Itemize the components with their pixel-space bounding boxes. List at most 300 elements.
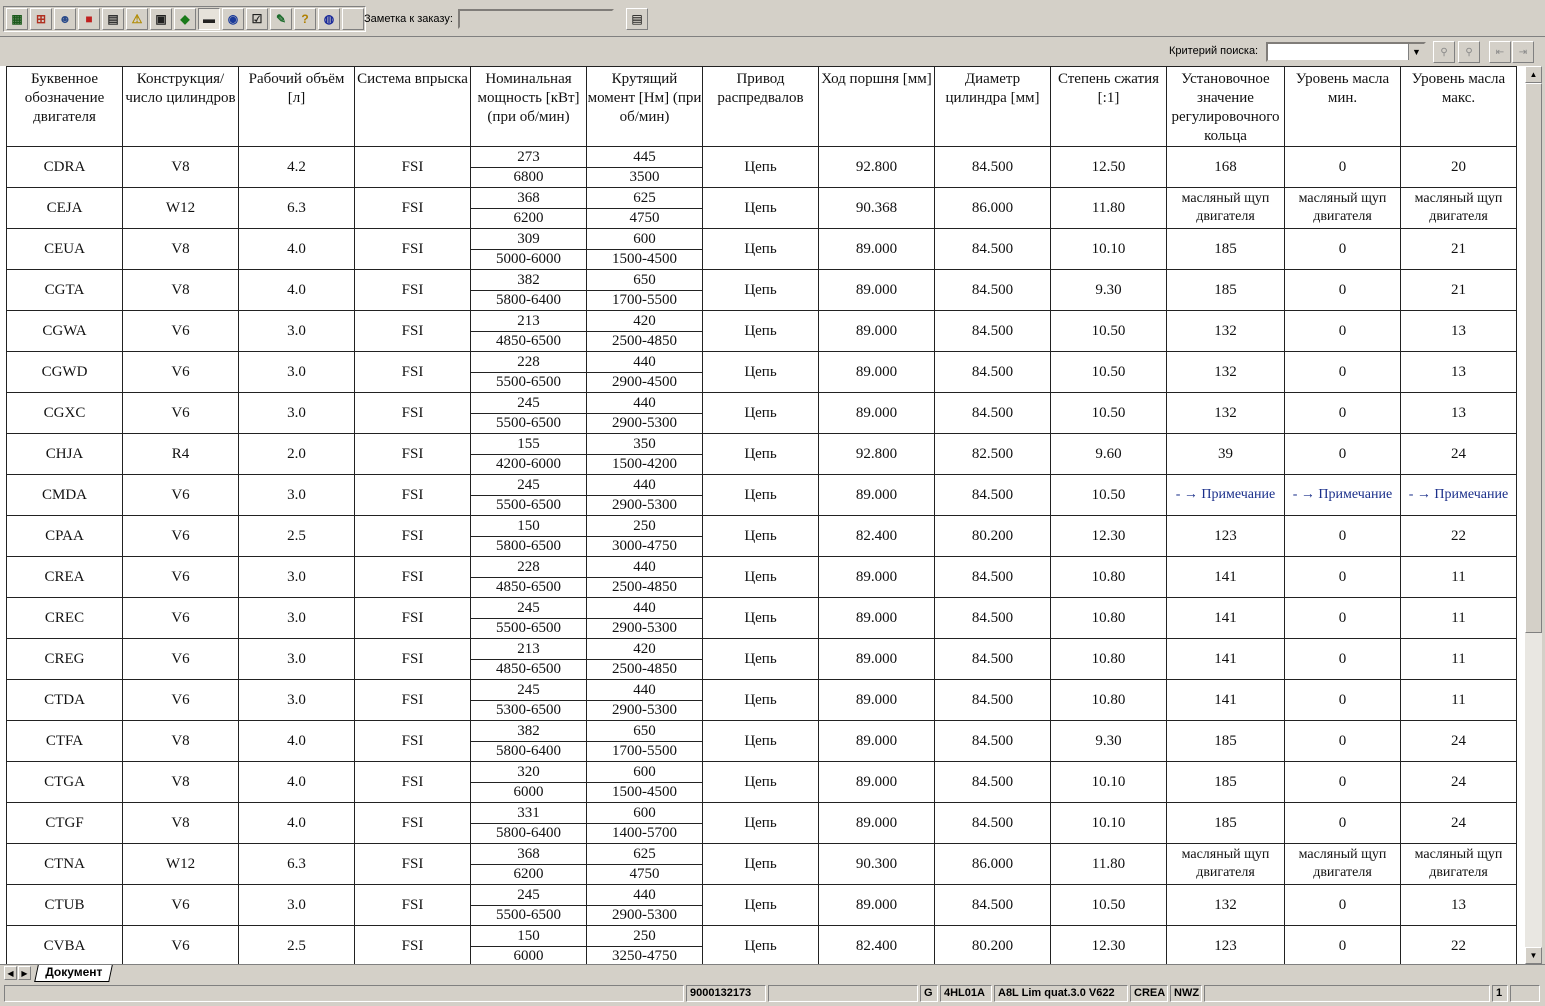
cell-oil-min: 0 bbox=[1285, 393, 1401, 434]
scroll-up-icon[interactable]: ▲ bbox=[1525, 66, 1542, 83]
order-note-label: Заметка к заказу: bbox=[364, 13, 453, 25]
column-header: Уровень масла мин. bbox=[1285, 67, 1401, 147]
cell-power bbox=[471, 926, 587, 965]
cell-power-value: 382 bbox=[471, 271, 586, 291]
order-note-input[interactable] bbox=[458, 9, 614, 29]
main-toolbar bbox=[0, 0, 1545, 37]
status-g: G bbox=[920, 985, 938, 1002]
cell-injection: FSI bbox=[355, 352, 471, 393]
cell-oil-min: 0 bbox=[1285, 926, 1401, 965]
cell-oil-min: масляный щуп двигателя bbox=[1285, 844, 1401, 885]
cell-torque-value: 440 bbox=[587, 558, 702, 578]
cell-engine-code: CDRA bbox=[7, 147, 123, 188]
cell-power-rpm: 5500-6500 bbox=[496, 496, 561, 513]
cell-stroke: 89.000 bbox=[819, 311, 935, 352]
cell-torque-value: 445 bbox=[587, 148, 702, 168]
cell-stroke: 89.000 bbox=[819, 270, 935, 311]
cell-power-rpm: 6200 bbox=[513, 209, 544, 226]
column-header: Номинальная мощность [кВт] (при об/мин) bbox=[471, 67, 587, 147]
cell-displacement: 3.0 bbox=[239, 352, 355, 393]
cell-camshaft-drive: Цепь bbox=[703, 598, 819, 639]
cell-power-value: 150 bbox=[471, 927, 586, 947]
cell-power-value: 245 bbox=[471, 886, 586, 906]
cell-torque-rpm: 1500-4500 bbox=[612, 783, 677, 800]
cell-cylinders: V6 bbox=[123, 311, 239, 352]
cell-displacement: 3.0 bbox=[239, 475, 355, 516]
cell-displacement: 4.0 bbox=[239, 721, 355, 762]
table-row bbox=[7, 270, 1517, 311]
cell-oil-max: 24 bbox=[1401, 434, 1517, 475]
cell-bore: 84.500 bbox=[935, 598, 1051, 639]
cell-displacement: 4.0 bbox=[239, 803, 355, 844]
cell-compression: 12.30 bbox=[1051, 516, 1167, 557]
cell-bore: 84.500 bbox=[935, 762, 1051, 803]
globe-icon: ◍ bbox=[323, 12, 335, 26]
cell-torque-rpm: 4750 bbox=[629, 865, 660, 882]
cell-displacement: 2.5 bbox=[239, 926, 355, 965]
cell-engine-code: CTUB bbox=[7, 885, 123, 926]
cell-torque bbox=[587, 229, 703, 270]
cell-oil-min: 0 bbox=[1285, 803, 1401, 844]
cell-compression: 10.50 bbox=[1051, 393, 1167, 434]
cell-displacement: 3.0 bbox=[239, 639, 355, 680]
cell-oil-min: 0 bbox=[1285, 762, 1401, 803]
toolbar-button-help-note[interactable] bbox=[294, 8, 316, 30]
cell-displacement: 3.0 bbox=[239, 885, 355, 926]
binoculars-next-icon: ⚲ bbox=[1465, 46, 1473, 58]
cell-power-rpm: 4850-6500 bbox=[496, 660, 561, 677]
cell-power bbox=[471, 311, 587, 352]
cell-injection: FSI bbox=[355, 475, 471, 516]
cell-camshaft-drive: Цепь bbox=[703, 557, 819, 598]
cell-power bbox=[471, 885, 587, 926]
cell-torque-rpm: 1500-4200 bbox=[612, 455, 677, 472]
cell-engine-code: CGTA bbox=[7, 270, 123, 311]
cell-power bbox=[471, 721, 587, 762]
cell-torque-rpm: 2900-5300 bbox=[612, 414, 677, 431]
cell-torque-value: 440 bbox=[587, 353, 702, 373]
table-row bbox=[7, 844, 1517, 885]
cell-camshaft-drive: Цепь bbox=[703, 762, 819, 803]
cell-engine-code: CREG bbox=[7, 639, 123, 680]
cell-oil-max: масляный щуп двигателя bbox=[1401, 188, 1517, 229]
table-row bbox=[7, 803, 1517, 844]
table-row bbox=[7, 434, 1517, 475]
cell-power-rpm: 6000 bbox=[513, 947, 544, 964]
scroll-down-icon[interactable]: ▼ bbox=[1525, 947, 1542, 964]
cell-oil-min: - → Примечание bbox=[1285, 475, 1401, 516]
cell-oil-min: 0 bbox=[1285, 680, 1401, 721]
cell-stroke: 92.800 bbox=[819, 434, 935, 475]
cell-power-rpm: 6200 bbox=[513, 865, 544, 882]
arrow-right-icon: ⇥ bbox=[1518, 46, 1528, 58]
toolbar-button-checklist[interactable] bbox=[246, 8, 268, 30]
cell-power-rpm: 4850-6500 bbox=[496, 332, 561, 349]
status-order-number: 9000132173 bbox=[686, 985, 766, 1002]
cell-oil-min: 0 bbox=[1285, 270, 1401, 311]
cell-cylinders: V8 bbox=[123, 721, 239, 762]
status-page: 1 bbox=[1492, 985, 1508, 1002]
cell-torque bbox=[587, 885, 703, 926]
cell-cylinders: V6 bbox=[123, 680, 239, 721]
cell-bore: 86.000 bbox=[935, 844, 1051, 885]
cell-power bbox=[471, 475, 587, 516]
cell-injection: FSI bbox=[355, 188, 471, 229]
cell-adjust-ring: 123 bbox=[1167, 926, 1285, 965]
cell-power-value: 368 bbox=[471, 845, 586, 865]
cell-power-rpm: 5500-6500 bbox=[496, 373, 561, 390]
table-row bbox=[7, 885, 1517, 926]
cell-power-rpm: 5800-6400 bbox=[496, 824, 561, 841]
cell-displacement: 6.3 bbox=[239, 188, 355, 229]
cell-engine-code: CREC bbox=[7, 598, 123, 639]
cell-power-rpm: 5300-6500 bbox=[496, 701, 561, 718]
cell-oil-min: 0 bbox=[1285, 352, 1401, 393]
cell-torque bbox=[587, 475, 703, 516]
cell-power-value: 331 bbox=[471, 804, 586, 824]
cell-injection: FSI bbox=[355, 844, 471, 885]
cell-cylinders: V8 bbox=[123, 762, 239, 803]
table-row bbox=[7, 147, 1517, 188]
cell-stroke: 89.000 bbox=[819, 885, 935, 926]
cell-displacement: 3.0 bbox=[239, 680, 355, 721]
status-model-desc: A8L Lim quat.3.0 V622 bbox=[994, 985, 1128, 1002]
cell-injection: FSI bbox=[355, 721, 471, 762]
cell-engine-code: CGWD bbox=[7, 352, 123, 393]
cell-compression: 10.80 bbox=[1051, 680, 1167, 721]
toolbar-button-floppy-disk[interactable] bbox=[150, 8, 172, 30]
engine-data-table bbox=[6, 66, 1517, 964]
tab-document[interactable]: Документ bbox=[34, 965, 113, 982]
sheet-tab-bar bbox=[0, 964, 1545, 982]
cell-injection: FSI bbox=[355, 147, 471, 188]
cell-power bbox=[471, 557, 587, 598]
cell-cylinders: V6 bbox=[123, 352, 239, 393]
cell-compression: 11.80 bbox=[1051, 844, 1167, 885]
cell-oil-max: 21 bbox=[1401, 270, 1517, 311]
cell-power bbox=[471, 434, 587, 475]
cell-oil-min: 0 bbox=[1285, 598, 1401, 639]
column-header: Конструкция/ число цилиндров bbox=[123, 67, 239, 147]
cell-power-value: 213 bbox=[471, 312, 586, 332]
cell-camshaft-drive: Цепь bbox=[703, 188, 819, 229]
cell-power bbox=[471, 393, 587, 434]
help-note-icon: ? bbox=[301, 12, 309, 26]
cell-engine-code: CMDA bbox=[7, 475, 123, 516]
cell-adjust-ring: 132 bbox=[1167, 352, 1285, 393]
cell-oil-min: 0 bbox=[1285, 434, 1401, 475]
cell-power bbox=[471, 147, 587, 188]
toolbar-button-people[interactable] bbox=[54, 8, 76, 30]
cell-bore: 84.500 bbox=[935, 352, 1051, 393]
cell-oil-max: 20 bbox=[1401, 147, 1517, 188]
cell-stroke: 90.368 bbox=[819, 188, 935, 229]
cell-stroke: 92.800 bbox=[819, 147, 935, 188]
toolbar-button-empty[interactable] bbox=[342, 8, 364, 30]
cell-power bbox=[471, 352, 587, 393]
cell-torque bbox=[587, 393, 703, 434]
cell-oil-max: - → Примечание bbox=[1401, 475, 1517, 516]
cell-adjust-ring: 132 bbox=[1167, 311, 1285, 352]
document-view bbox=[0, 66, 1525, 964]
toolbar-button-grid[interactable] bbox=[30, 8, 52, 30]
cell-adjust-ring: масляный щуп двигателя bbox=[1167, 844, 1285, 885]
cell-stroke: 89.000 bbox=[819, 352, 935, 393]
cell-torque-value: 625 bbox=[587, 189, 702, 209]
cell-displacement: 4.0 bbox=[239, 270, 355, 311]
cell-torque-value: 600 bbox=[587, 763, 702, 783]
table-row bbox=[7, 598, 1517, 639]
cell-injection: FSI bbox=[355, 598, 471, 639]
cell-cylinders: V6 bbox=[123, 393, 239, 434]
scroll-thumb[interactable] bbox=[1525, 83, 1542, 633]
cell-torque bbox=[587, 926, 703, 965]
vertical-scrollbar[interactable] bbox=[1525, 66, 1542, 964]
toolbar-button-calculator[interactable] bbox=[6, 8, 28, 30]
cell-engine-code: CREA bbox=[7, 557, 123, 598]
tab-next-icon[interactable]: ▶ bbox=[18, 966, 31, 980]
cell-torque bbox=[587, 680, 703, 721]
cell-torque-rpm: 2900-5300 bbox=[612, 906, 677, 923]
cell-adjust-ring: 141 bbox=[1167, 639, 1285, 680]
cell-compression: 10.10 bbox=[1051, 803, 1167, 844]
cell-power-value: 320 bbox=[471, 763, 586, 783]
cell-power bbox=[471, 803, 587, 844]
cell-compression: 12.50 bbox=[1051, 147, 1167, 188]
cell-power-value: 245 bbox=[471, 599, 586, 619]
cell-compression: 10.80 bbox=[1051, 598, 1167, 639]
cell-torque bbox=[587, 598, 703, 639]
cell-injection: FSI bbox=[355, 885, 471, 926]
cell-cylinders: V8 bbox=[123, 229, 239, 270]
cell-torque-rpm: 2500-4850 bbox=[612, 660, 677, 677]
cell-injection: FSI bbox=[355, 926, 471, 965]
cell-bore: 84.500 bbox=[935, 475, 1051, 516]
search-criteria-label: Критерий поиска: bbox=[1169, 45, 1259, 57]
edit-icon: ✎ bbox=[275, 12, 287, 26]
cell-displacement: 4.0 bbox=[239, 229, 355, 270]
cell-stroke: 89.000 bbox=[819, 393, 935, 434]
grid-icon: ⊞ bbox=[35, 12, 47, 26]
cell-bore: 84.500 bbox=[935, 639, 1051, 680]
cell-power-rpm: 6000 bbox=[513, 783, 544, 800]
column-header: Установочное значение регулировочного кольца bbox=[1167, 67, 1285, 147]
status-region: NWZ bbox=[1170, 985, 1202, 1002]
cell-compression: 10.80 bbox=[1051, 639, 1167, 680]
status-empty bbox=[4, 985, 684, 1002]
cell-adjust-ring: 168 bbox=[1167, 147, 1285, 188]
toolbar-button-group bbox=[3, 6, 366, 32]
cell-oil-min: 0 bbox=[1285, 721, 1401, 762]
toolbar-button-green-book[interactable] bbox=[174, 8, 196, 30]
red-book-icon: ■ bbox=[85, 12, 93, 26]
search-criteria-select[interactable] bbox=[1266, 42, 1426, 62]
cell-engine-code: CGWA bbox=[7, 311, 123, 352]
cell-torque-rpm: 2900-4500 bbox=[612, 373, 677, 390]
cell-cylinders: V6 bbox=[123, 475, 239, 516]
status-bar bbox=[0, 983, 1545, 1006]
cell-power-value: 245 bbox=[471, 681, 586, 701]
cell-oil-max: 22 bbox=[1401, 926, 1517, 965]
cell-power-value: 273 bbox=[471, 148, 586, 168]
status-model-code: 4HL01A bbox=[940, 985, 992, 1002]
toolbar-button-document[interactable] bbox=[102, 8, 124, 30]
cell-compression: 10.10 bbox=[1051, 762, 1167, 803]
cell-displacement: 4.0 bbox=[239, 762, 355, 803]
cell-engine-code: CTFA bbox=[7, 721, 123, 762]
tab-prev-icon[interactable]: ◀ bbox=[4, 966, 17, 980]
cell-bore: 84.500 bbox=[935, 393, 1051, 434]
cell-stroke: 89.000 bbox=[819, 803, 935, 844]
status-blank bbox=[768, 985, 918, 1002]
floppy-disk-icon: ▣ bbox=[155, 12, 167, 26]
column-header: Буквенное обозначение двигателя bbox=[7, 67, 123, 147]
arrow-left-icon: ⇤ bbox=[1495, 46, 1505, 58]
cell-displacement: 3.0 bbox=[239, 557, 355, 598]
cell-stroke: 89.000 bbox=[819, 721, 935, 762]
cell-power bbox=[471, 188, 587, 229]
cell-stroke: 89.000 bbox=[819, 557, 935, 598]
cell-power-value: 245 bbox=[471, 476, 586, 496]
calculator-icon: ▦ bbox=[11, 12, 23, 26]
cell-oil-max: 13 bbox=[1401, 311, 1517, 352]
cell-compression: 10.80 bbox=[1051, 557, 1167, 598]
cell-stroke: 82.400 bbox=[819, 516, 935, 557]
cell-engine-code: CGXC bbox=[7, 393, 123, 434]
cell-power-rpm: 4850-6500 bbox=[496, 578, 561, 595]
car-icon: ▬ bbox=[203, 12, 215, 26]
cell-power-rpm: 4200-6000 bbox=[496, 455, 561, 472]
cell-compression: 10.10 bbox=[1051, 229, 1167, 270]
cell-injection: FSI bbox=[355, 762, 471, 803]
next-result-button[interactable] bbox=[1512, 41, 1534, 63]
cell-power-value: 382 bbox=[471, 722, 586, 742]
cell-torque-value: 600 bbox=[587, 804, 702, 824]
cell-bore: 80.200 bbox=[935, 926, 1051, 965]
cell-camshaft-drive: Цепь bbox=[703, 147, 819, 188]
column-header: Ход поршня [мм] bbox=[819, 67, 935, 147]
cell-torque bbox=[587, 516, 703, 557]
cell-power bbox=[471, 229, 587, 270]
dropdown-arrow-icon[interactable]: ▼ bbox=[1408, 44, 1424, 60]
cell-camshaft-drive: Цепь bbox=[703, 434, 819, 475]
cell-oil-max: 22 bbox=[1401, 516, 1517, 557]
toolbar-button-globe[interactable] bbox=[318, 8, 340, 30]
cell-oil-max: 11 bbox=[1401, 557, 1517, 598]
cell-camshaft-drive: Цепь bbox=[703, 844, 819, 885]
note-edit-icon: ▤ bbox=[631, 12, 643, 26]
cell-power bbox=[471, 680, 587, 721]
cell-bore: 84.500 bbox=[935, 557, 1051, 598]
cell-torque-rpm: 1700-5500 bbox=[612, 291, 677, 308]
cell-bore: 84.500 bbox=[935, 270, 1051, 311]
cell-power-value: 228 bbox=[471, 558, 586, 578]
cell-power-value: 213 bbox=[471, 640, 586, 660]
cell-injection: FSI bbox=[355, 229, 471, 270]
cell-camshaft-drive: Цепь bbox=[703, 229, 819, 270]
cell-compression: 10.50 bbox=[1051, 885, 1167, 926]
cell-injection: FSI bbox=[355, 311, 471, 352]
cell-torque bbox=[587, 639, 703, 680]
table-row bbox=[7, 393, 1517, 434]
cell-power-rpm: 6800 bbox=[513, 168, 544, 185]
cell-camshaft-drive: Цепь bbox=[703, 803, 819, 844]
cell-adjust-ring: 141 bbox=[1167, 680, 1285, 721]
search-button[interactable] bbox=[1433, 41, 1455, 63]
search-next-button[interactable] bbox=[1458, 41, 1480, 63]
cell-torque-rpm: 2500-4850 bbox=[612, 578, 677, 595]
cell-oil-max: 21 bbox=[1401, 229, 1517, 270]
cell-oil-max: 11 bbox=[1401, 639, 1517, 680]
cell-adjust-ring: 123 bbox=[1167, 516, 1285, 557]
cell-torque-value: 440 bbox=[587, 886, 702, 906]
cell-torque-rpm: 2900-5300 bbox=[612, 701, 677, 718]
status-engine: CREA bbox=[1130, 985, 1168, 1002]
toolbar-button-warning[interactable] bbox=[126, 8, 148, 30]
cell-stroke: 89.000 bbox=[819, 598, 935, 639]
order-note-button[interactable] bbox=[626, 8, 648, 30]
cell-torque bbox=[587, 188, 703, 229]
cell-power-value: 368 bbox=[471, 189, 586, 209]
column-header: Система впрыска bbox=[355, 67, 471, 147]
cell-engine-code: CHJA bbox=[7, 434, 123, 475]
cell-engine-code: CVBA bbox=[7, 926, 123, 965]
cell-oil-min: 0 bbox=[1285, 311, 1401, 352]
cell-oil-max: 11 bbox=[1401, 680, 1517, 721]
cell-torque bbox=[587, 311, 703, 352]
cell-oil-max: 24 bbox=[1401, 721, 1517, 762]
cell-torque bbox=[587, 762, 703, 803]
cell-power-rpm: 5800-6400 bbox=[496, 291, 561, 308]
column-header: Привод распредвалов bbox=[703, 67, 819, 147]
cell-injection: FSI bbox=[355, 434, 471, 475]
cell-stroke: 89.000 bbox=[819, 639, 935, 680]
cell-torque bbox=[587, 844, 703, 885]
cell-torque-value: 350 bbox=[587, 435, 702, 455]
prev-result-button[interactable] bbox=[1489, 41, 1511, 63]
cell-engine-code: CEUA bbox=[7, 229, 123, 270]
cell-injection: FSI bbox=[355, 393, 471, 434]
cell-camshaft-drive: Цепь bbox=[703, 311, 819, 352]
cell-displacement: 3.0 bbox=[239, 393, 355, 434]
cell-power-value: 245 bbox=[471, 394, 586, 414]
cell-torque-rpm: 4750 bbox=[629, 209, 660, 226]
toolbar-button-car-search[interactable] bbox=[222, 8, 244, 30]
warning-icon: ⚠ bbox=[131, 12, 143, 26]
cell-adjust-ring: 39 bbox=[1167, 434, 1285, 475]
table-row bbox=[7, 762, 1517, 803]
cell-displacement: 3.0 bbox=[239, 311, 355, 352]
cell-camshaft-drive: Цепь bbox=[703, 516, 819, 557]
cell-power-value: 155 bbox=[471, 435, 586, 455]
table-row bbox=[7, 639, 1517, 680]
toolbar-button-car[interactable] bbox=[198, 8, 220, 30]
cell-injection: FSI bbox=[355, 680, 471, 721]
cell-cylinders: V6 bbox=[123, 885, 239, 926]
cell-displacement: 4.2 bbox=[239, 147, 355, 188]
column-header: Степень сжатия [:1] bbox=[1051, 67, 1167, 147]
column-header: Рабочий объём [л] bbox=[239, 67, 355, 147]
toolbar-button-edit[interactable] bbox=[270, 8, 292, 30]
cell-stroke: 89.000 bbox=[819, 475, 935, 516]
cell-bore: 84.500 bbox=[935, 147, 1051, 188]
cell-displacement: 2.0 bbox=[239, 434, 355, 475]
cell-bore: 84.500 bbox=[935, 803, 1051, 844]
cell-power-value: 228 bbox=[471, 353, 586, 373]
cell-camshaft-drive: Цепь bbox=[703, 393, 819, 434]
cell-power bbox=[471, 516, 587, 557]
toolbar-button-red-book[interactable] bbox=[78, 8, 100, 30]
